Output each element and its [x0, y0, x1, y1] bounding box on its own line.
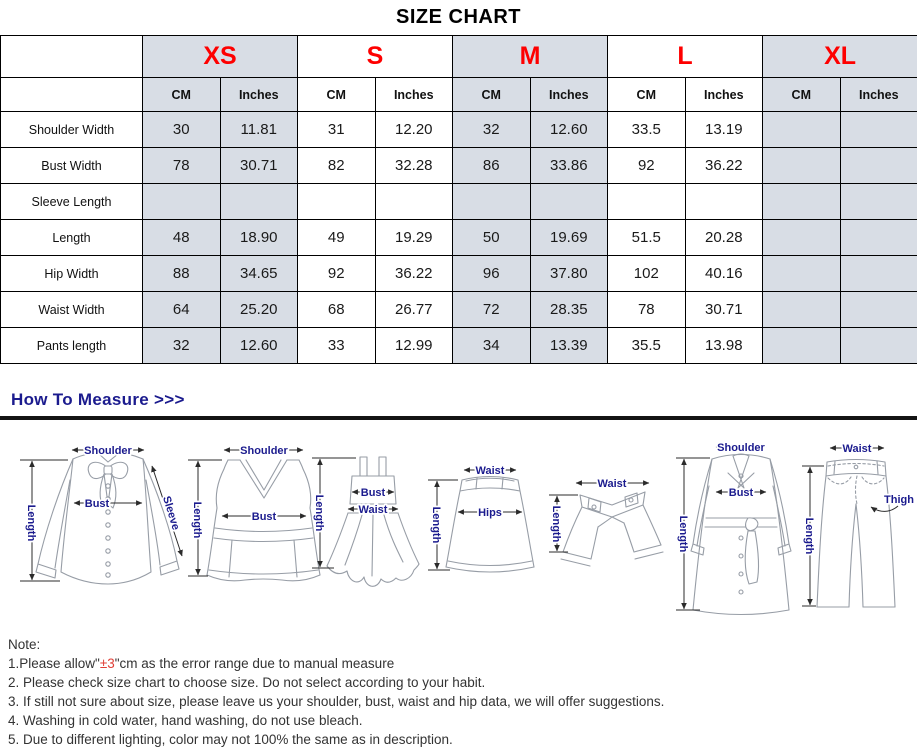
measure-label-length: Length [25, 504, 37, 542]
table-cell: 64 [143, 292, 221, 328]
measure-label-shoulder: Shoulder [240, 445, 288, 457]
measure-label-sleeve: Sleeve [160, 494, 182, 532]
table-cell: 37.80 [530, 256, 608, 292]
table-cell: 19.29 [375, 220, 453, 256]
table-cell [375, 184, 453, 220]
note-line-2: 2. Please check size chart to choose size. Do not select according to your habit. [8, 675, 486, 690]
notes-section [8, 635, 664, 749]
table-cell: 11.81 [220, 112, 298, 148]
measure-label-thigh: Thigh [884, 494, 914, 506]
note-1-prefix: 1.Please allow" [8, 656, 100, 671]
corner-cell [1, 36, 143, 78]
shorts-diagram [549, 478, 663, 566]
table-cell: 32 [143, 328, 221, 364]
measure-label-bust: Bust [360, 487, 386, 499]
table-cell: 13.39 [530, 328, 608, 364]
measure-label-shoulder: Shoulder [717, 442, 765, 454]
corner-cell [1, 78, 143, 112]
measure-label-length: Length [803, 517, 815, 555]
table-cell [530, 184, 608, 220]
table-row [1, 112, 917, 148]
row-label: Bust Width [1, 148, 143, 184]
row-label: Hip Width [1, 256, 143, 292]
table-cell [763, 112, 841, 148]
size-header-xl: XL [763, 36, 917, 78]
measure-label-bust: Bust [84, 498, 110, 510]
cami-dress-diagram [312, 457, 419, 586]
table-cell [608, 184, 686, 220]
table-cell: 35.5 [608, 328, 686, 364]
measure-label-waist: Waist [358, 504, 388, 516]
unit-header-cm: CM [608, 78, 686, 112]
table-cell [143, 184, 221, 220]
table-cell [220, 184, 298, 220]
measure-label-length: Length [430, 506, 442, 544]
table-cell [763, 184, 841, 220]
unit-header-cm: CM [143, 78, 221, 112]
table-cell: 51.5 [608, 220, 686, 256]
note-line-3: 3. If still not sure about size, please leave us your shoulder, bust, waist and hip data, we will offer suggestions. [8, 694, 665, 709]
blouse-diagram [20, 445, 182, 584]
unit-header-inches: Inches [840, 78, 917, 112]
table-cell: 12.60 [530, 112, 608, 148]
table-cell: 30.71 [685, 292, 763, 328]
table-cell: 26.77 [375, 292, 453, 328]
table-cell: 50 [453, 220, 531, 256]
table-cell: 82 [298, 148, 376, 184]
unit-header-cm: CM [298, 78, 376, 112]
table-cell [840, 328, 917, 364]
table-row [1, 148, 917, 184]
size-header-xs: XS [143, 36, 298, 78]
tank-top-diagram [188, 445, 320, 581]
section-divider [0, 416, 917, 420]
table-cell [840, 256, 917, 292]
table-cell [453, 184, 531, 220]
note-line-4: 4. Washing in cold water, hand washing, do not use bleach. [8, 713, 363, 728]
table-cell: 12.99 [375, 328, 453, 364]
table-cell: 28.35 [530, 292, 608, 328]
unit-header-inches: Inches [220, 78, 298, 112]
table-cell: 49 [298, 220, 376, 256]
table-row [1, 184, 917, 220]
table-cell: 31 [298, 112, 376, 148]
table-cell: 12.20 [375, 112, 453, 148]
measure-label-waist: Waist [597, 478, 627, 490]
table-cell: 36.22 [685, 148, 763, 184]
measure-label-length: Length [191, 501, 203, 539]
row-label: Pants length [1, 328, 143, 364]
unit-header-inches: Inches [685, 78, 763, 112]
note-line-1 [8, 654, 664, 673]
measure-label-length: Length [677, 515, 689, 553]
measure-label-shoulder: Shoulder [84, 445, 132, 457]
row-label: Sleeve Length [1, 184, 143, 220]
table-cell: 33.5 [608, 112, 686, 148]
row-label: Length [1, 220, 143, 256]
table-cell [840, 112, 917, 148]
table-cell [840, 148, 917, 184]
table-row [1, 256, 917, 292]
table-cell: 48 [143, 220, 221, 256]
table-cell: 30 [143, 112, 221, 148]
table-cell: 88 [143, 256, 221, 292]
coat-diagram [676, 442, 791, 615]
table-cell: 86 [453, 148, 531, 184]
table-row [1, 328, 917, 364]
table-cell: 25.20 [220, 292, 298, 328]
measure-label-waist: Waist [842, 443, 872, 455]
pants-diagram [802, 443, 914, 607]
table-cell [763, 328, 841, 364]
size-table [0, 35, 917, 364]
table-cell [763, 148, 841, 184]
unit-header-inches: Inches [530, 78, 608, 112]
table-cell: 12.60 [220, 328, 298, 364]
measure-label-length: Length [550, 505, 562, 543]
table-cell: 19.69 [530, 220, 608, 256]
page-title: SIZE CHART [396, 6, 521, 28]
table-cell: 92 [298, 256, 376, 292]
note-line-5: 5. Due to different lighting, color may not 100% the same as in description. [8, 732, 453, 747]
table-cell: 32.28 [375, 148, 453, 184]
table-cell: 33 [298, 328, 376, 364]
table-cell [840, 184, 917, 220]
size-header-l: L [608, 36, 763, 78]
table-cell: 36.22 [375, 256, 453, 292]
table-row [1, 292, 917, 328]
table-cell: 33.86 [530, 148, 608, 184]
table-cell: 30.71 [220, 148, 298, 184]
table-cell [298, 184, 376, 220]
table-cell: 20.28 [685, 220, 763, 256]
table-cell: 78 [608, 292, 686, 328]
table-cell: 78 [143, 148, 221, 184]
measure-diagrams [0, 428, 917, 634]
table-cell: 32 [453, 112, 531, 148]
size-header-m: M [453, 36, 608, 78]
table-row [1, 220, 917, 256]
unit-header-row [1, 78, 917, 112]
how-to-measure-heading: How To Measure >>> [11, 390, 185, 409]
measure-label-hips: Hips [478, 507, 502, 519]
unit-header-cm: CM [763, 78, 841, 112]
measure-label-length: Length [313, 494, 325, 532]
row-label: Shoulder Width [1, 112, 143, 148]
table-cell: 34 [453, 328, 531, 364]
table-cell [763, 292, 841, 328]
note-heading: Note: [8, 637, 41, 652]
skirt-diagram [428, 465, 534, 572]
measure-label-waist: Waist [475, 465, 505, 477]
table-cell: 40.16 [685, 256, 763, 292]
table-cell [840, 220, 917, 256]
measure-label-bust: Bust [728, 487, 754, 499]
size-header-row [1, 36, 917, 78]
table-cell: 34.65 [220, 256, 298, 292]
table-cell: 102 [608, 256, 686, 292]
measure-label-bust: Bust [251, 511, 277, 523]
table-cell [763, 256, 841, 292]
size-table-body [1, 112, 917, 364]
unit-header-inches: Inches [375, 78, 453, 112]
row-label: Waist Width [1, 292, 143, 328]
table-cell [685, 184, 763, 220]
table-cell: 13.98 [685, 328, 763, 364]
note-1-suffix: "cm as the error range due to manual measure [114, 656, 395, 671]
table-cell: 13.19 [685, 112, 763, 148]
table-cell [840, 292, 917, 328]
unit-header-cm: CM [453, 78, 531, 112]
table-cell [763, 220, 841, 256]
table-cell: 96 [453, 256, 531, 292]
table-cell: 18.90 [220, 220, 298, 256]
note-1-tolerance: ±3 [99, 656, 115, 671]
table-cell: 92 [608, 148, 686, 184]
size-header-s: S [298, 36, 453, 78]
table-cell: 72 [453, 292, 531, 328]
table-cell: 68 [298, 292, 376, 328]
